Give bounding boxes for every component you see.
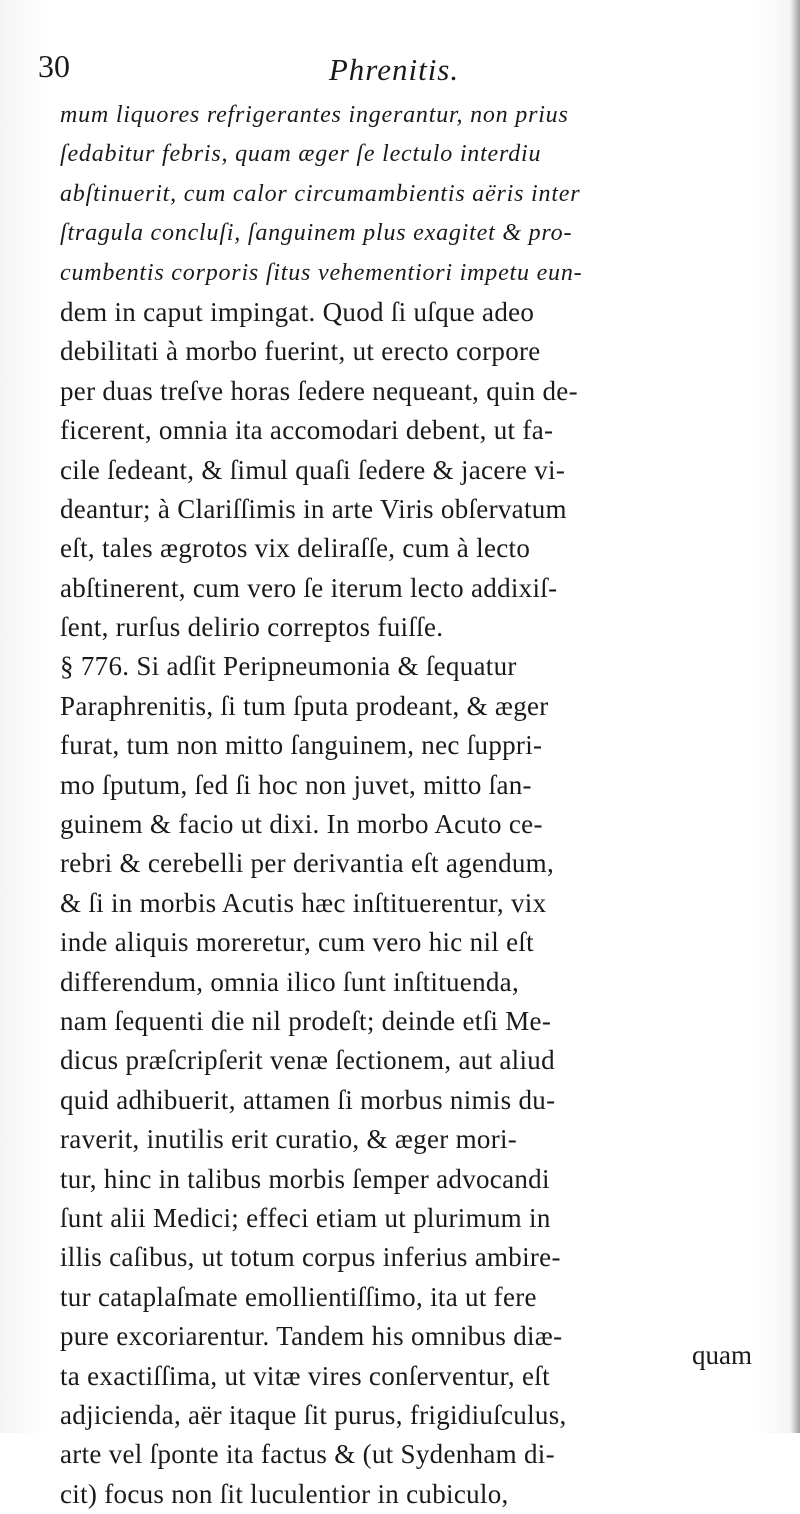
- text-line: ſent, rurſus delirio correptos fuiſſe.: [60, 612, 444, 643]
- text-line: nam ſequenti die nil prodeſt; deinde etſi Me-: [60, 1005, 552, 1036]
- text-line: quid adhibuerit, attamen ſi morbus nimis du-: [60, 1084, 556, 1115]
- text-line: abſtinuerit, cum calor circumambientis aëris inter: [60, 180, 581, 207]
- text-line: tur cataplaſmate emollientiſſimo, ita ut fere: [60, 1281, 537, 1312]
- text-line: differendum, omnia ilico ſunt inſtituenda,: [60, 966, 520, 997]
- text-line: ſtragula concluſi, ſanguinem plus exagitet & pro-: [60, 220, 573, 247]
- page-body: [60, 96, 760, 1514]
- text-line: rebri & cerebelli per derivantia eſt agendum,: [60, 848, 555, 879]
- text-line: eſt, tales ægrotos vix deliraſſe, cum à lecto: [60, 533, 531, 564]
- text-line: ſunt alii Medici; effeci etiam ut plurimum in: [60, 1202, 551, 1233]
- text-line: guinem & facio ut dixi. In morbo Acuto ce-: [60, 809, 543, 840]
- page-number: 30: [38, 48, 70, 84]
- catchword: quam: [692, 1340, 752, 1370]
- text-line: cile ſedeant, & ſimul quaſi ſedere & jacere vi-: [60, 454, 566, 485]
- text-line: adjicienda, aër itaque ſit purus, frigidiuſculus,: [60, 1399, 567, 1430]
- text-line: arte vel ſponte ita factus & (ut Sydenham di-: [60, 1439, 555, 1470]
- text-line: ficerent, omnia ita accomodari debent, ut fa-: [60, 415, 554, 446]
- text-line: abſtinerent, cum vero ſe iterum lecto addixiſ-: [60, 572, 558, 603]
- text-line: mo ſputum, ſed ſi hoc non juvet, mitto ſan-: [60, 769, 532, 800]
- text-line: debilitati à morbo fuerint, ut erecto corpore: [60, 336, 541, 367]
- text-line: tur, hinc in talibus morbis ſemper advocandi: [60, 1163, 550, 1194]
- text-line: mum liquores refrigerantes ingerantur, non prius: [60, 102, 569, 128]
- text-line: cumbentis corporis ſitus vehementiori impetu eun-: [60, 259, 583, 286]
- text-line: ta exactiſſima, ut vitæ vires conſerventur, eſt: [60, 1360, 550, 1391]
- text-line: dicus præſcripſerit venæ ſectionem, aut aliud: [60, 1045, 555, 1076]
- text-line: deantur; à Clariſſimis in arte Viris obſervatum: [60, 493, 567, 524]
- running-head: Phrenitis.: [328, 52, 460, 87]
- text-line: Paraphrenitis, ſi tum ſputa prodeant, & æger: [60, 690, 549, 721]
- page-header: [38, 48, 750, 94]
- text-line: inde aliquis moreretur, cum vero hic nil eſt: [60, 927, 534, 958]
- text-line: furat, tum non mitto ſanguinem, nec ſuppri-: [60, 730, 543, 761]
- text-line: & ſi in morbis Acutis hæc inſtituerentur, vix: [60, 887, 547, 918]
- text-line: illis caſibus, ut totum corpus inferius ambire-: [60, 1242, 561, 1273]
- text-line: per duas treſve horas ſedere nequeant, quin de-: [60, 375, 578, 406]
- text-line: § 776. Si adſit Peripneumonia & ſequatur: [60, 651, 517, 682]
- text-line: raverit, inutilis erit curatio, & æger mori-: [60, 1124, 518, 1155]
- text-line: pure excoriarentur. Tandem his omnibus diæ-: [60, 1321, 563, 1352]
- text-line: dem in caput impingat. Quod ſi uſque adeo: [60, 296, 535, 327]
- text-line: cit) focus non ſit luculentior in cubiculo,: [60, 1478, 509, 1509]
- text-line: ſedabitur febris, quam æger ſe lectulo interdiu: [60, 141, 542, 168]
